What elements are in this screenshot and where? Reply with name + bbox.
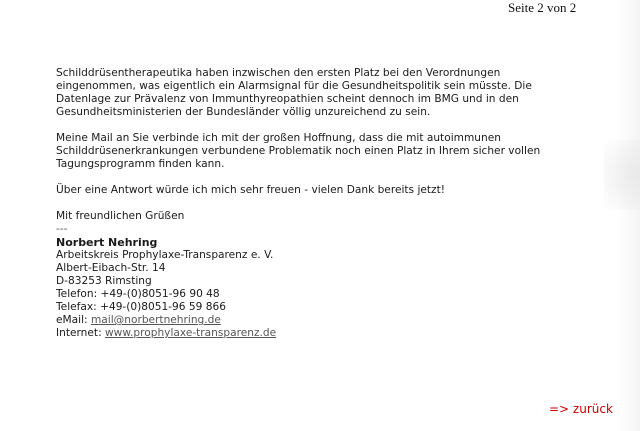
signature-organization: Arbeitskreis Prophylaxe-Transparenz e. V. — [56, 249, 274, 261]
signature-name: Norbert Nehring — [56, 236, 158, 249]
signature-city: D-83253 Rimsting — [56, 275, 152, 287]
email-link[interactable]: mail@norbertnehring.de — [90, 314, 221, 326]
website-label: Internet: — [56, 327, 106, 339]
closing-greeting: Mit freundlichen Grüßen — [56, 210, 185, 222]
email-label: eMail: — [56, 314, 91, 326]
back-link[interactable]: => zurück — [549, 402, 613, 416]
signature-block — [56, 236, 576, 340]
signature-website-row — [56, 327, 576, 340]
page-number: Seite 2 von 2 — [508, 0, 577, 15]
letter-paragraph-3: Über eine Antwort würde ich mich sehr freuen - vielen Dank bereits jetzt! — [56, 184, 446, 196]
signature-separator: --- — [56, 223, 68, 235]
letter-paragraph-2: Meine Mail an Sie verbinde ich mit der großen Hoffnung, dass die mit autoimmunen Schilddrüsenerkrankungen verbundene Problematik noch einen Platz in Ihrem sicher vollen Tagungsprogramm finden kann. — [56, 132, 541, 170]
letter-body — [56, 67, 576, 340]
letter-paragraph-1: Schilddrüsentherapeutika haben inzwischen den ersten Platz bei den Verordnungen eingenommen, was eigentlich ein Alarmsignal für die Gesundheitspolitik sein müsste. Die Datenlage zur Prävalenz von Immunthyreopathien scheint dennoch im BMG und in den Gesundheitsministerien der Bundesländer völlig unzureichend zu sein. — [56, 67, 532, 118]
scan-edge — [618, 0, 640, 431]
signature-phone: Telefon: +49-(0)8051-96 90 48 — [56, 288, 220, 300]
signature-fax: Telefax: +49-(0)8051-96 59 866 — [56, 301, 226, 313]
signature-street: Albert-Eibach-Str. 14 — [56, 262, 166, 274]
website-link[interactable]: www.prophylaxe-transparenz.de — [105, 327, 277, 339]
signature-email-row — [56, 314, 576, 327]
scan-smudge — [604, 140, 640, 210]
